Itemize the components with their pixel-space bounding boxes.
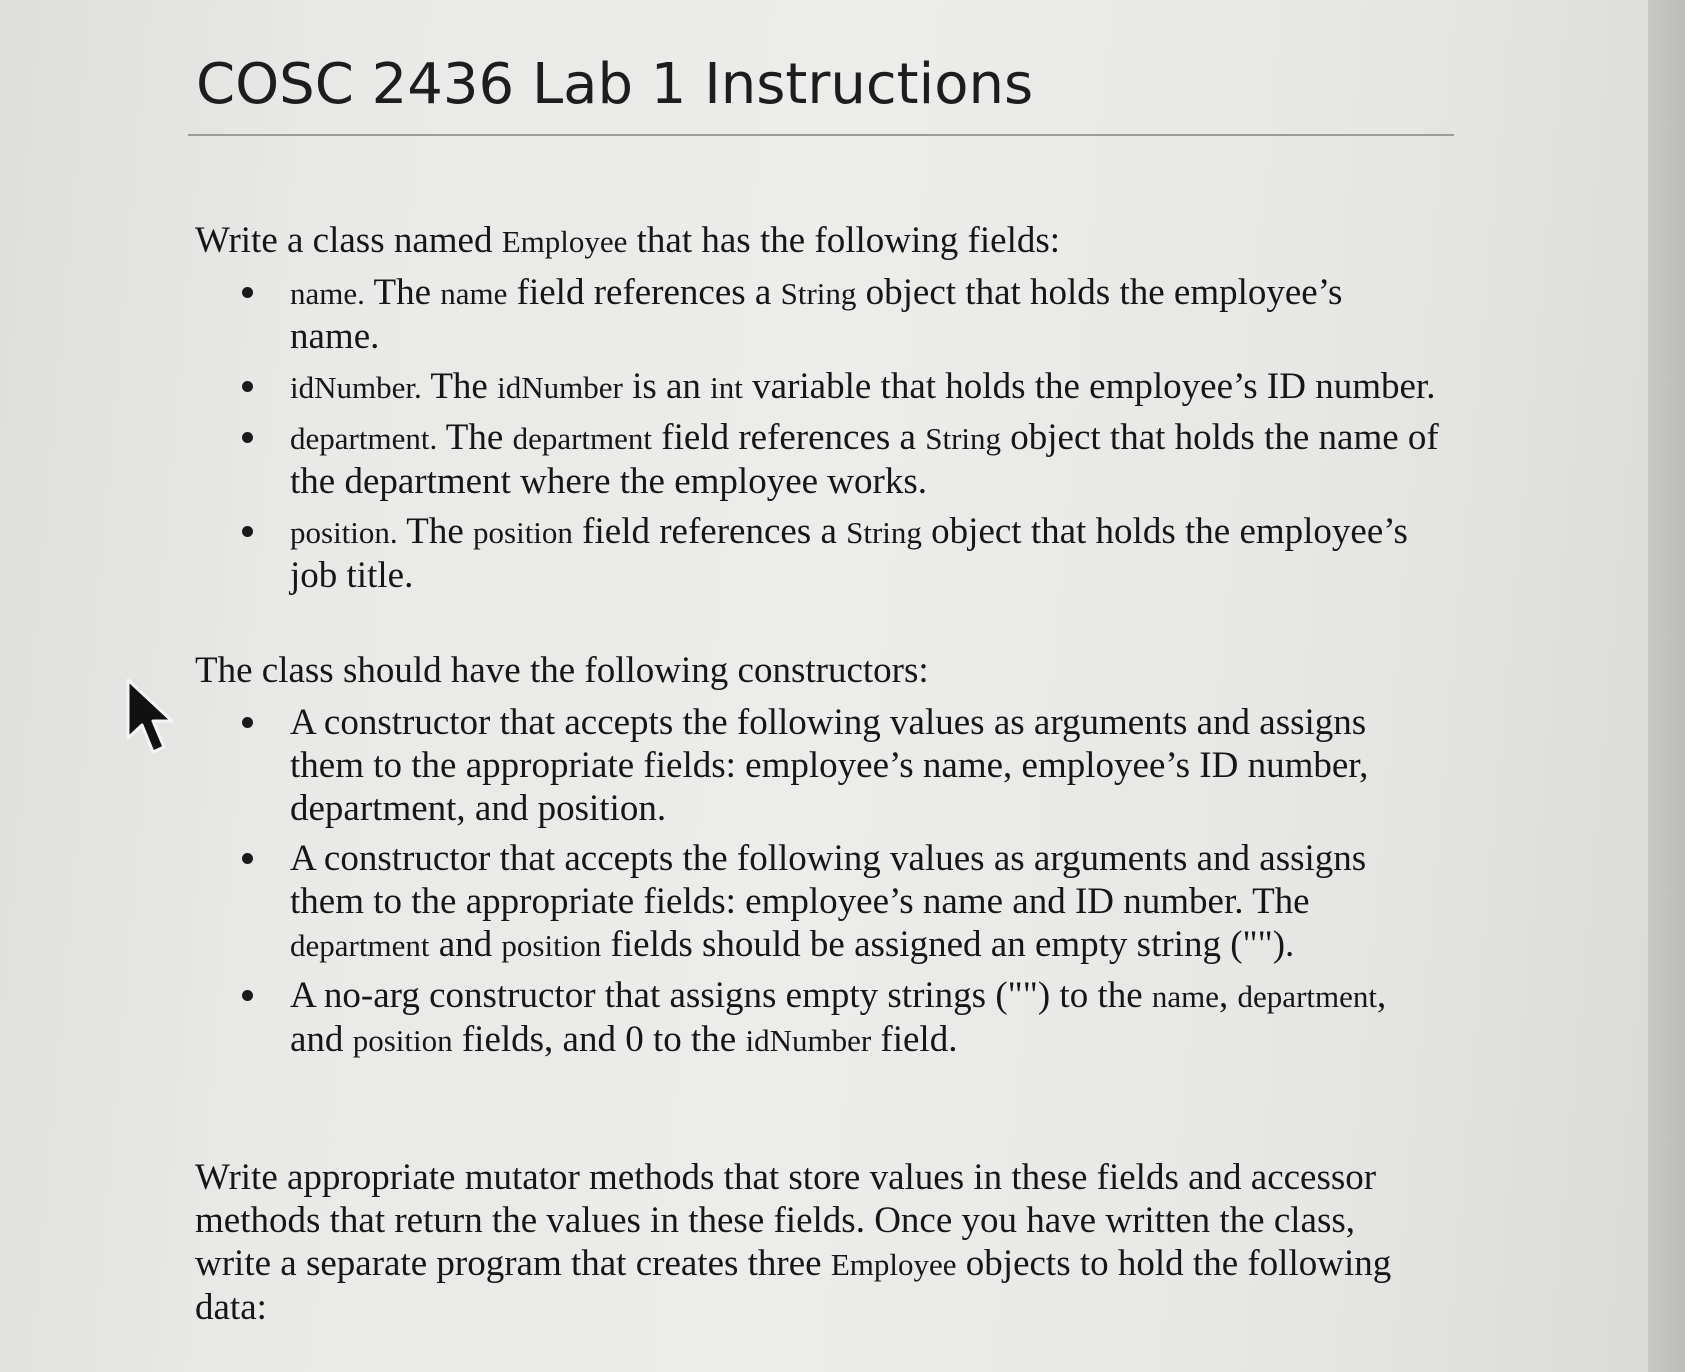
monitor-bezel-edge xyxy=(1648,0,1685,1372)
list-item: A no-arg constructor that assigns empty strings ("") to the name, department, and position fields, and 0 to the idNumber field. xyxy=(290,974,1440,1062)
list-item: A constructor that accepts the following values as arguments and assigns them to the appropriate fields: employee’s name, employee’s ID number, department, and position. xyxy=(290,701,1440,830)
intro-paragraph: Write a class named Employee that has the following fields: xyxy=(195,220,1061,261)
list-item: position. The position field references a String object that holds the employee’s job title. xyxy=(290,510,1440,597)
list-item: idNumber. The idNumber is an int variable that holds the employee’s ID number. xyxy=(290,365,1440,409)
title-divider xyxy=(188,134,1454,136)
list-item: name. The name field references a String object that holds the employee’s name. xyxy=(290,271,1440,358)
page-title: COSC 2436 Lab 1 Instructions xyxy=(196,52,1034,117)
constructors-intro: The class should have the following constructors: xyxy=(195,650,929,691)
fields-list xyxy=(290,271,1440,604)
list-item: A constructor that accepts the following values as arguments and assigns them to the appropriate fields: employee’s name and ID number. The department and position fields should be assigned an empty string (""). xyxy=(290,837,1440,967)
mouse-pointer-icon xyxy=(124,676,180,758)
closing-paragraph: Write appropriate mutator methods that store values in these fields and accessor methods that return the values in these fields. Once you have written the class, write a separate program that creates three Employee objects to hold the following data: xyxy=(195,1157,1392,1328)
class-name-employee: Employee xyxy=(501,224,628,259)
constructors-list xyxy=(290,701,1440,1069)
list-item: department. The department field references a String object that holds the name of the department where the employee works. xyxy=(290,417,1439,502)
